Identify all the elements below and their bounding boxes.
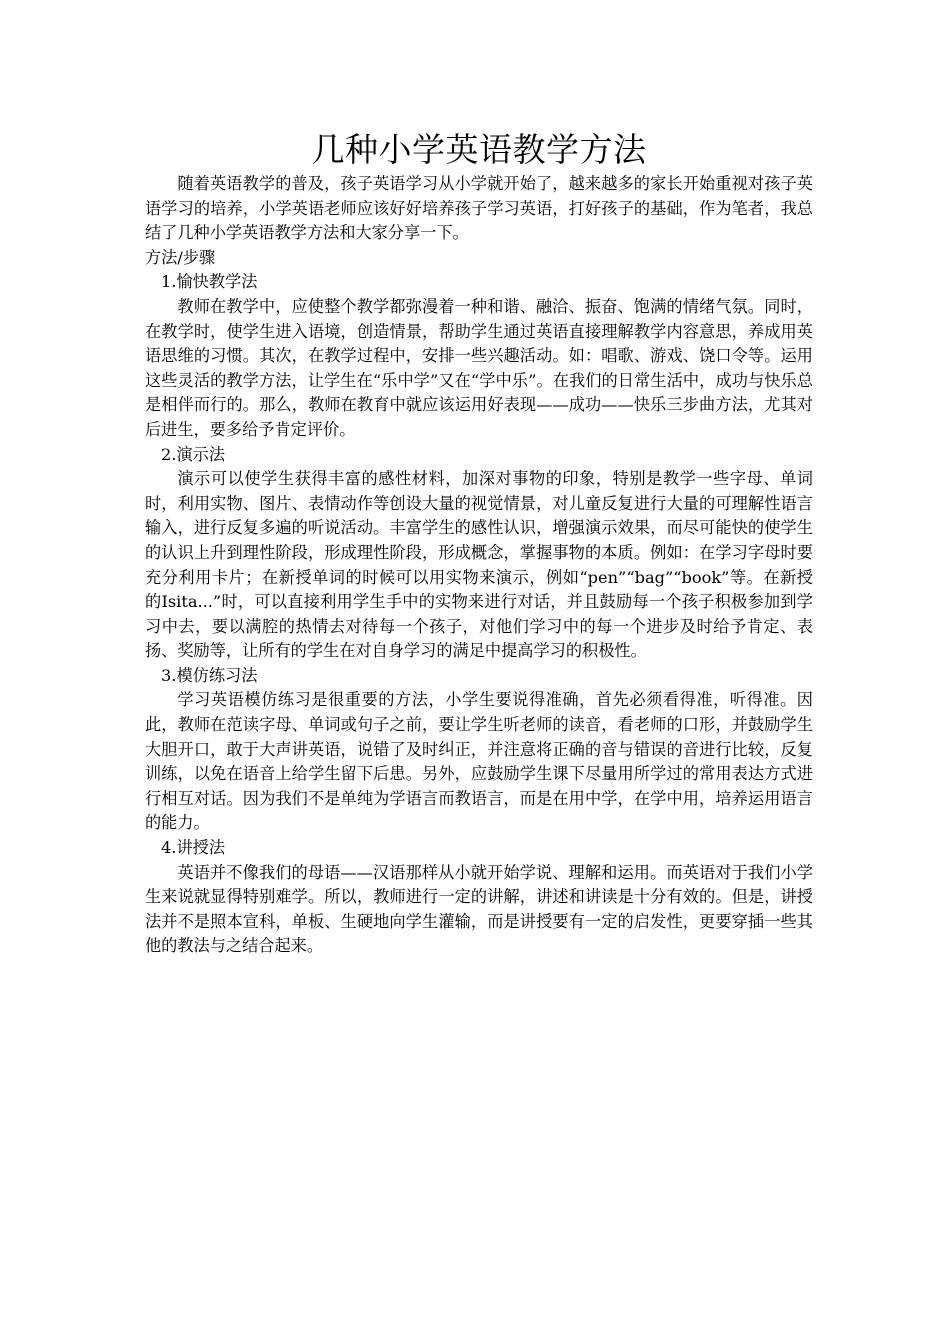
section-3-body: 学习英语模仿练习是很重要的方法，小学生要说得准确，首先必须看得准，听得准。因此，教师在范读字母、单词或句子之前，要让学生听老师的读音，看老师的口形，并鼓励学生大胆开口，敢于大声讲英语，说错了及时纠正，并注意将正确的音与错误的音进行比较，反复训练，以免在语音上给学生留下后患。另外，应鼓励学生课下尽量用所学过的常用表达方式进行相互对话。因为我们不是单纯为学语言而教语言，而是在用中学，在学中用，培养运用语言的能力。 bbox=[145, 690, 813, 833]
section-2-heading: 2.演示法 bbox=[161, 444, 226, 464]
document-page bbox=[145, 128, 813, 959]
section-4-heading: 4.讲授法 bbox=[161, 838, 226, 858]
steps-label: 方法/步骤 bbox=[145, 247, 216, 267]
section-1-heading: 1.愉快教学法 bbox=[161, 272, 258, 292]
section-3-heading: 3.模仿练习法 bbox=[161, 665, 258, 685]
section-1-body: 教师在教学中，应使整个教学都弥漫着一种和谐、融洽、振奋、饱满的情绪气氛。同时，在教学时，使学生进入语境，创造情景，帮助学生通过英语直接理解教学内容意思，养成用英语思维的习惯。其次，在教学过程中，安排一些兴趣活动。如：唱歌、游戏、饶口令等。运用这些灵活的教学方法，让学生在“乐中学”又在“学中乐”。在我们的日常生活中，成功与快乐总是相伴而行的。那么，教师在教育中就应该运用好表现——成功——快乐三步曲方法，尤其对后进生，要多给予肯定评价。 bbox=[145, 296, 813, 439]
section-2-body: 演示可以使学生获得丰富的感性材料，加深对事物的印象，特别是教学一些字母、单词时，利用实物、图片、表情动作等创设大量的视觉情景，对儿童反复进行大量的可理解性语言输入，进行反复多遍的听说活动。丰富学生的感性认识，增强演示效果，而尽可能快的使学生的认识上升到理性阶段，形成理性阶段，形成概念，掌握事物的本质。例如：在学习字母时要充分利用卡片；在新授单词的时候可以用实物来演示，例如“pen”“bag”“book”等。在新授的Isita...”时，可以直接利用学生手中的实物来进行对话，并且鼓励每一个孩子积极参加到学习中去，要以满腔的热情去对待每一个孩子，对他们学习中的每一个进步及时给予肯定、表扬、奖励等，让所有的学生在对自身学习的满足中提高学习的积极性。 bbox=[145, 469, 813, 661]
intro-paragraph: 随着英语教学的普及，孩子英语学习从小学就开始了，越来越多的家长开始重视对孩子英语学习的培养，小学英语老师应该好好培养孩子学习英语，打好孩子的基础，作为笔者，我总结了几种小学英语教学方法和大家分享一下。 bbox=[145, 174, 813, 243]
section-4-body: 英语并不像我们的母语——汉语那样从小就开始学说、理解和运用。而英语对于我们小学生来说就显得特别难学。所以，教师进行一定的讲解，讲述和讲读是十分有效的。但是，讲授法并不是照本宣科，单板、生硬地向学生灌输，而是讲授要有一定的启发性，更要穿插一些其他的教法与之结合起来。 bbox=[145, 862, 813, 956]
document-title: 几种小学英语教学方法 bbox=[311, 130, 647, 169]
